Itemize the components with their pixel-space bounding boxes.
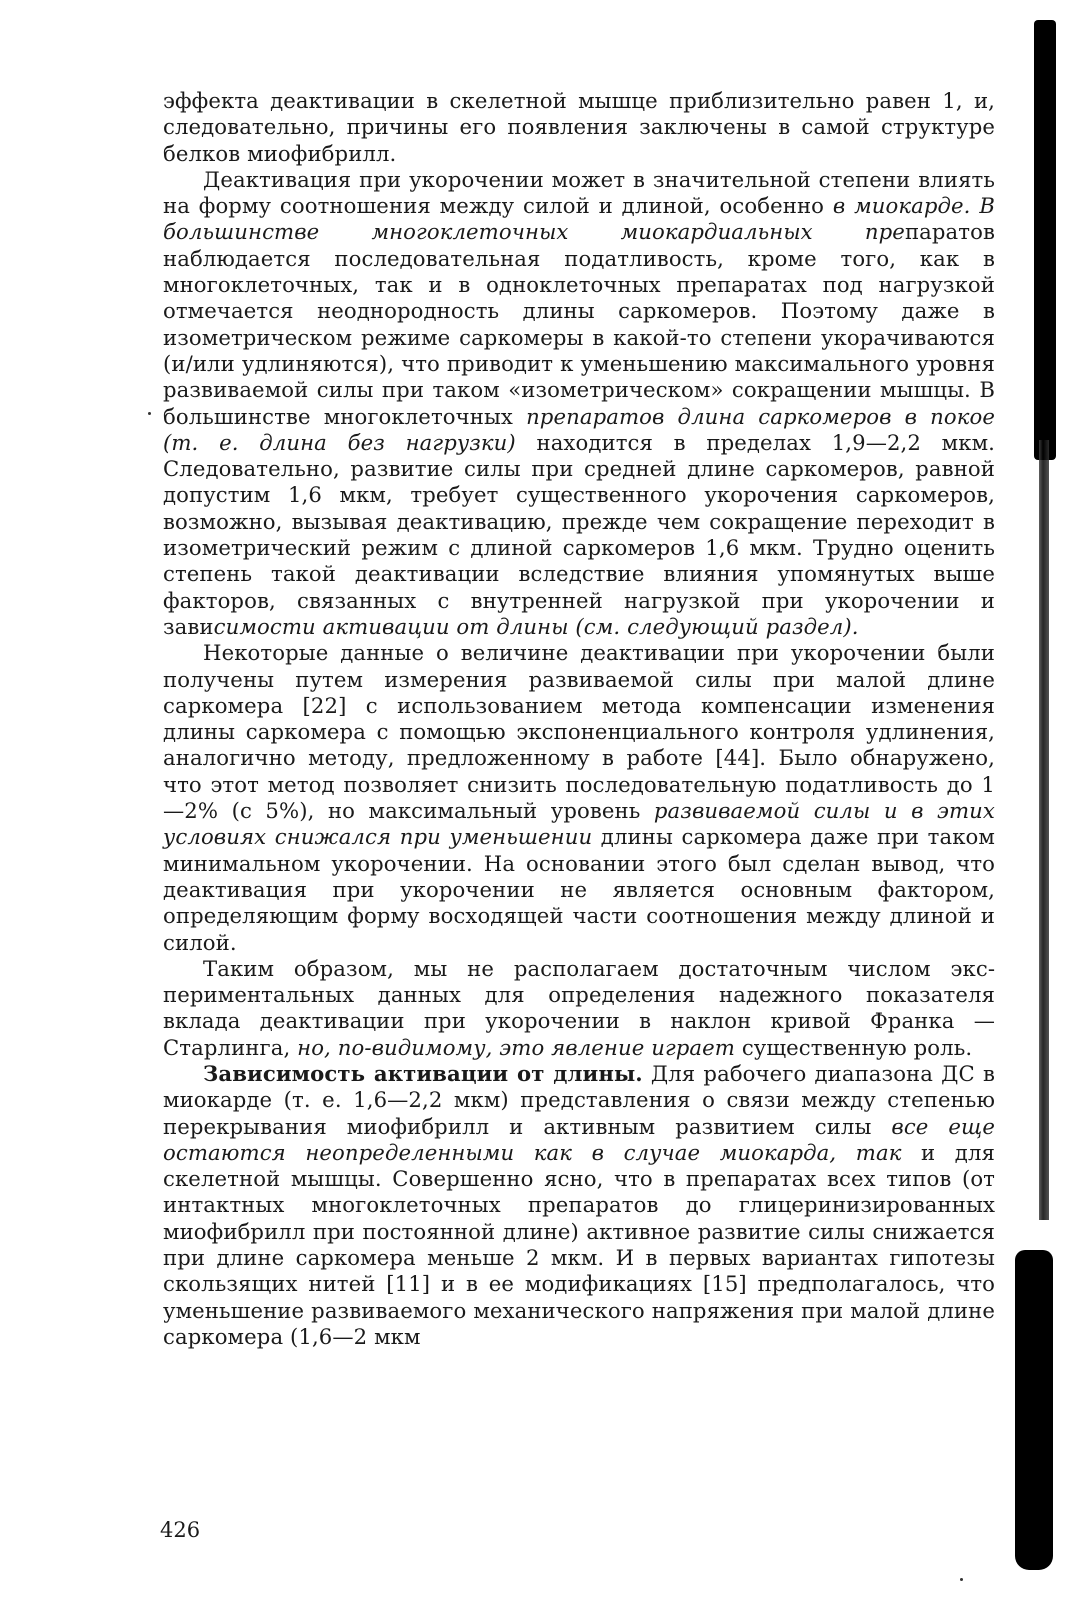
paragraph: [163, 640, 995, 956]
text-run: находится в пределах 1,9—2,2 мкм. Следовательно, развитие силы при средней длине саркомеров, равной допустим 1,6 мкм, требует существенного укорочения саркомеров, возможно, вызывая деактивацию, прежде чем сокращение переходит в изометрический режим с длиной саркомеров 1,6 мкм. Трудно оценить степень такой деактивации вследствие влияния упомянутых выше факторов, связанных с внутренней нагрузкой при укорочении и зави: [163, 429, 995, 639]
text-run: Таким образом, мы не располагаем достаточным числом экспериментальных данных для определения надежного показателя вклада деактивации при укорочении в наклон кривой Франка — Старлинга,: [163, 955, 995, 1060]
text-run: и для скелетной мышцы. Совершенно ясно, что в препаратах всех типов (от интактных многоклеточных препаратов до глицеринизированных миофибрилл при постоянной длине) активное развитие силы снижается при длине саркомера меньше 2 мкм. И в первых вариантах гипотезы скользящих нитей [11] и в ее модификациях [15] предполагалось, что уменьшение развиваемого механического напряжения при малой длине саркомера (1,6—2 мкм: [163, 1139, 995, 1349]
paragraph: [163, 88, 995, 167]
scan-edge-shadow-middle: [1039, 440, 1049, 1220]
scan-speck: [960, 1578, 963, 1581]
scan-speck: [148, 412, 151, 415]
text-run: существенную роль.: [734, 1034, 973, 1060]
text-run: длины саркомера даже при таком минимальном укорочении. На основании этого был сделан вывод, что деактивация при укорочении не является основным фактором, определяющим форму восходящей части соотношения между длиной и силой.: [163, 824, 995, 955]
text-run: паратов наблюдается последовательная податливость, кроме того, как в многоклеточных, так и в одноклеточных препаратах под нагрузкой отмечается неоднородность длины саркомеров. Поэтому даже в изометрическом режиме саркомеры в какой-то степени укорачиваются (и/или удлиняются), что приводит к уменьшению максимального уровня развиваемой силы при таком «изометрическом» сокращении мышцы. В большинстве многоклеточных: [163, 219, 995, 429]
paragraph: [163, 1061, 995, 1350]
text-run: Для рабочего диапазона ДС в миокарде (т. е. 1,6—2,2 мкм) представления о связи между степенью перекрывания миофибрилл и активным развитием силы: [163, 1060, 995, 1139]
paragraph: [163, 956, 995, 1061]
page-number: 426: [160, 1518, 201, 1542]
text-run: Деактивация при укорочении может в значительной степени влиять на форму соотношения между силой и длиной, особенно: [163, 166, 995, 219]
italic-text: симости активации от длины (см. следующий раздел).: [213, 613, 859, 639]
paragraph: [163, 167, 995, 640]
italic-text: в миокарде. В большинстве многоклеточных миокардиальных пре: [163, 193, 995, 245]
text-run: Некоторые данные о величине деактивации при укорочении были получены путем измерения развиваемой силы при малой длине саркомера [22] с использованием метода компенсации изменения длины саркомера с помощью экспоненциального контроля удлинения, аналогично методу, предложенному в работе [44]. Было обнаружено, что этот метод позволяет снизить последовательную податливость до 1—2% (с 5%), но максимальный уровень: [163, 640, 995, 824]
section-heading: Зависимость активации от длины.: [203, 1060, 643, 1086]
italic-text: развиваемой силы и в этих условиях снижался при уменьшении: [163, 798, 995, 850]
scan-edge-shadow-bottom: [1015, 1250, 1053, 1570]
body-text: [163, 88, 995, 1350]
scan-edge-shadow-top: [1034, 20, 1056, 460]
text-run: эффекта деактивации в скелетной мышце приблизительно равен 1, и, следовательно, причины его появления заключены в самой структуре белков миофибрилл.: [163, 88, 995, 166]
italic-text: но, по-видимому, это явление играет: [297, 1034, 735, 1060]
italic-text: препаратов длина саркомеров в покое (т. е. длина без нагрузки): [163, 403, 995, 455]
italic-text: все еще остаются неопределенными как в случае миокарда, так: [163, 1113, 995, 1165]
